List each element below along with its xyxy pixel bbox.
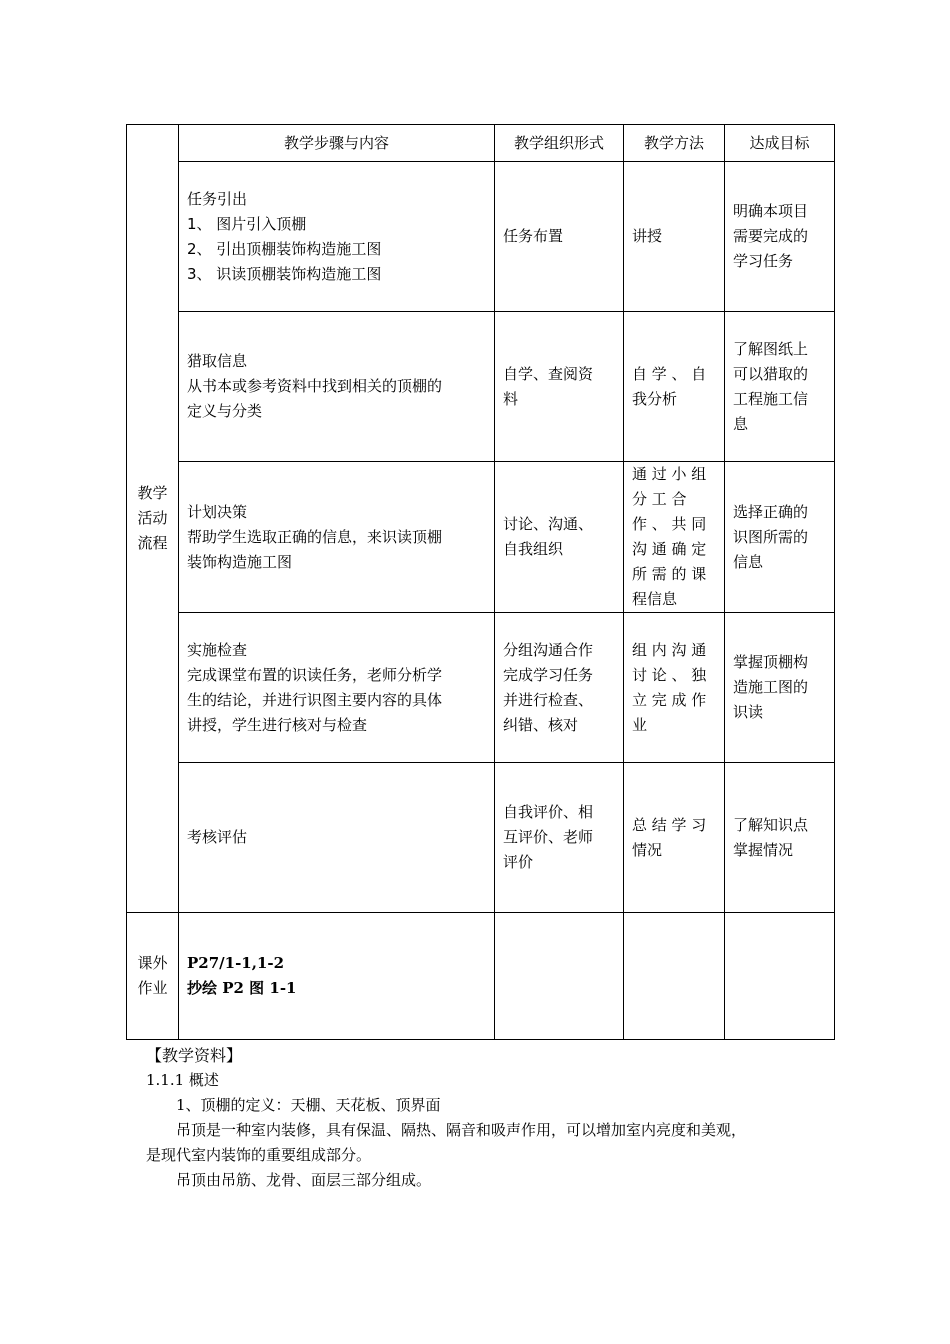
- step-content: 任务引出 1、 图片引入顶棚 2、 引出顶棚装饰构造施工图 3、 识读顶棚装饰构造施工图: [179, 162, 495, 312]
- learning-goal: 了解知识点 掌握情况: [725, 763, 835, 913]
- section-title: 1.1.1 概述: [146, 1071, 219, 1089]
- teaching-method: 总 结 学 习 情况: [624, 763, 725, 913]
- teaching-plan-table: [126, 124, 835, 1040]
- empty-cell: [725, 913, 835, 1040]
- teaching-method: 自 学 、 自 我分析: [624, 312, 725, 462]
- paragraph-line: 是现代室内装饰的重要组成部分。: [146, 1146, 372, 1164]
- table-row: [127, 763, 835, 913]
- teaching-materials: [146, 1043, 836, 1193]
- teaching-method: 通 过 小 组 分 工 合 作 、 共 同 沟 通 确 定 所 需 的 课 程信息: [624, 462, 725, 613]
- teaching-method: 组 内 沟 通 讨 论 、 独 立 完 成 作 业: [624, 613, 725, 763]
- organization-form: 任务布置: [495, 162, 624, 312]
- step-content: 猎取信息 从书本或参考资料中找到相关的顶棚的 定义与分类: [179, 312, 495, 462]
- paragraph-line: 吊顶由吊筋、龙骨、面层三部分组成。: [176, 1171, 432, 1189]
- header-method: 教学方法: [624, 125, 725, 162]
- paragraph-line: 吊顶是一种室内装修，具有保温、隔热、隔音和吸声作用，可以增加室内亮度和美观，: [176, 1121, 747, 1139]
- organization-form: 自学、查阅资 料: [495, 312, 624, 462]
- materials-heading: 【教学资料】: [146, 1046, 243, 1065]
- header-form: 教学组织形式: [495, 125, 624, 162]
- organization-form: 自我评价、相 互评价、老师 评价: [495, 763, 624, 913]
- empty-cell: [495, 913, 624, 1040]
- step-content: 实施检查 完成课堂布置的识读任务，老师分析学 生的结论，并进行识图主要内容的具体 讲授，学生进行核对与检查: [179, 613, 495, 763]
- learning-goal: 明确本项目 需要完成的 学习任务: [725, 162, 835, 312]
- learning-goal: 选择正确的 识图所需的 信息: [725, 462, 835, 613]
- definition-line: 1、顶棚的定义：天棚、天花板、顶界面: [176, 1096, 441, 1114]
- organization-form: 讨论、沟通、 自我组织: [495, 462, 624, 613]
- homework-row: [127, 913, 835, 1040]
- section-label: 教学 活动 流程: [137, 484, 168, 552]
- homework-label: 课外 作业: [127, 913, 179, 1040]
- table-row: [127, 462, 835, 613]
- learning-goal: 掌握顶棚构 造施工图的 识读: [725, 613, 835, 763]
- table-header-row: [127, 125, 835, 162]
- empty-cell: [624, 913, 725, 1040]
- step-content: 考核评估: [179, 763, 495, 913]
- corner-cell: [127, 125, 179, 913]
- step-content: 计划决策 帮助学生选取正确的信息，来识读顶棚 装饰构造施工图: [179, 462, 495, 613]
- header-steps: 教学步骤与内容: [179, 125, 495, 162]
- table-row: [127, 613, 835, 763]
- organization-form: 分组沟通合作 完成学习任务 并进行检查、 纠错、核对: [495, 613, 624, 763]
- teaching-method: 讲授: [624, 162, 725, 312]
- table-row: [127, 312, 835, 462]
- learning-goal: 了解图纸上 可以猎取的 工程施工信 息: [725, 312, 835, 462]
- header-goal: 达成目标: [725, 125, 835, 162]
- table-row: [127, 162, 835, 312]
- homework-content: P27/1-1,1-2 抄绘 P2 图 1-1: [179, 913, 495, 1040]
